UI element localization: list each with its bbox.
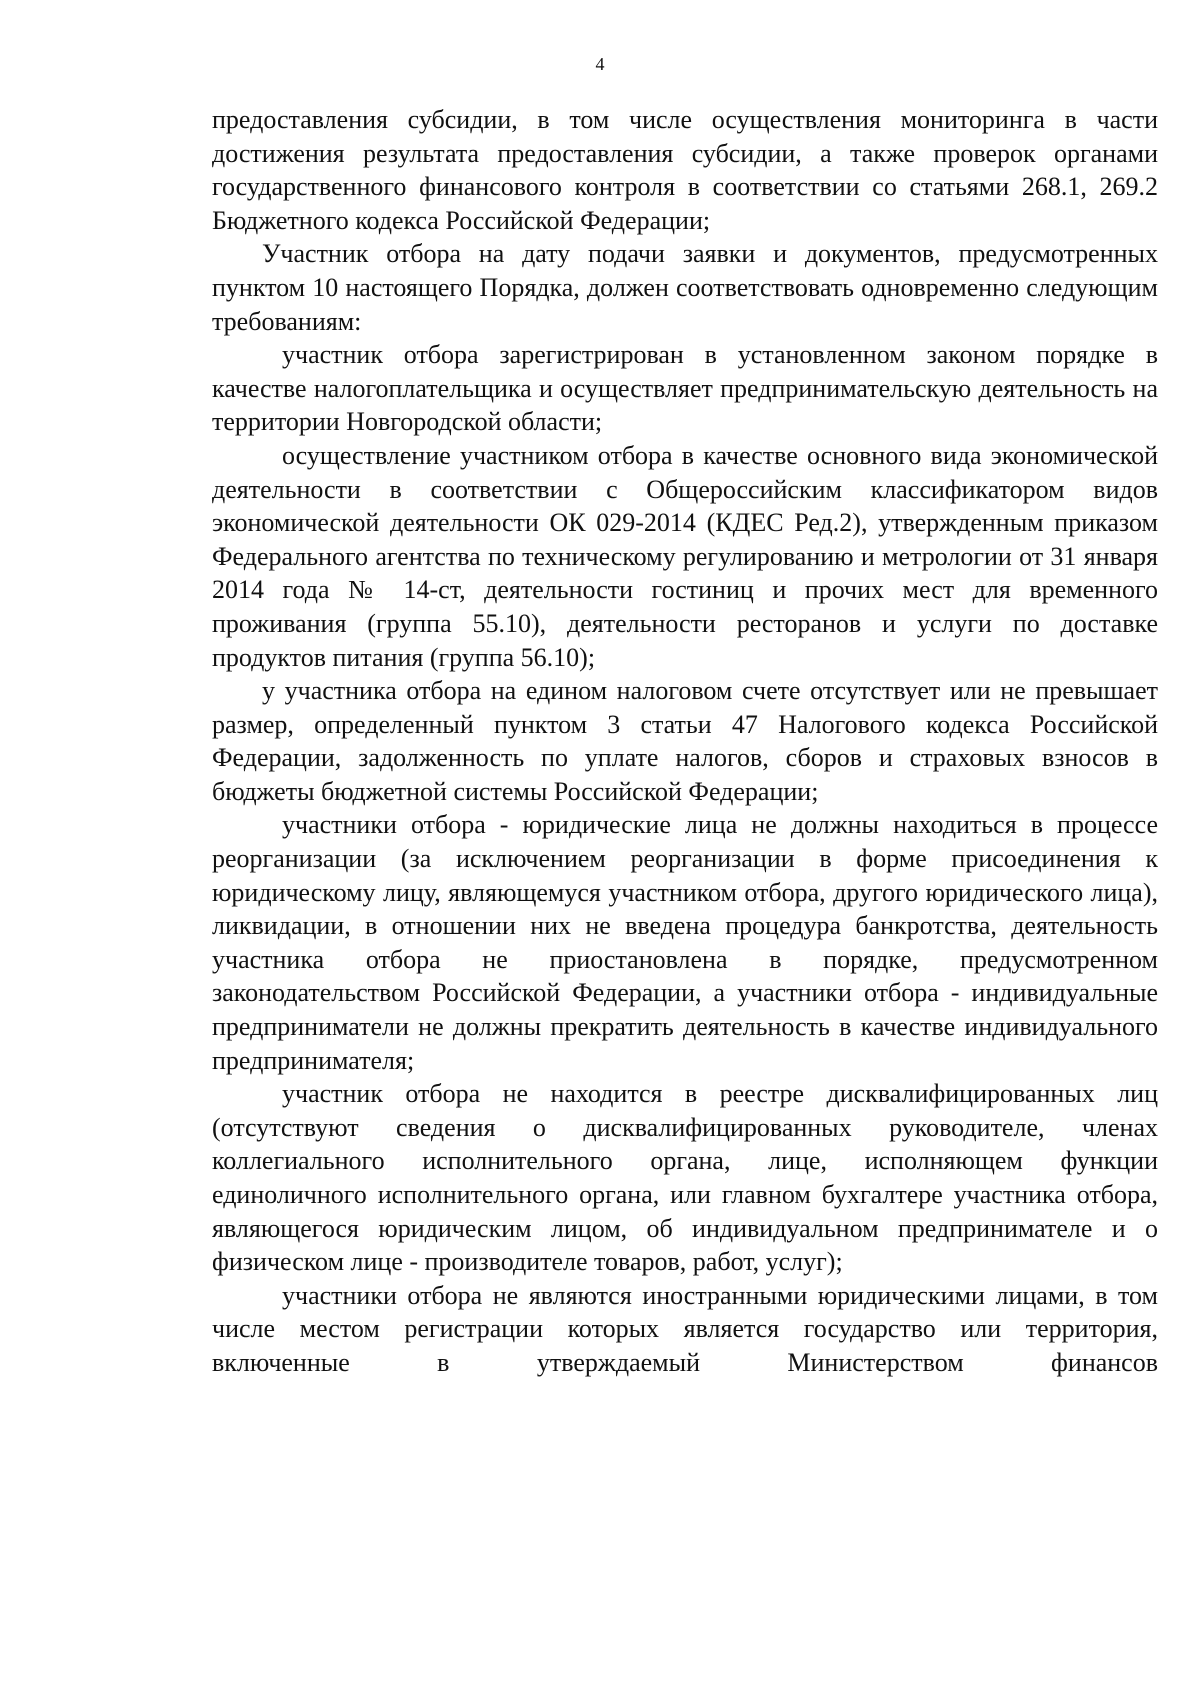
- document-body: [212, 103, 1158, 1380]
- page-number: 4: [595, 54, 605, 74]
- paragraph-requirement-reorganization: участники отбора - юридические лица не должны находиться в процессе реорганизации (за исключением реорганизации в форме присоединения к юридическому лицу, являющемуся участником отбора, другого юридического лица), ликвидации, в отношении них не введена процедура банкротства, деятельность участника отбора не приостановлена в порядке, предусмотренном законодательством Российской Федерации, а участники отбора - индивидуальные предприниматели не должны прекратить деятельность в качестве индивидуального предпринимателя;: [212, 810, 1158, 1075]
- paragraph-requirement-disqualified: участник отбора не находится в реестре дисквалифицированных лиц (отсутствуют сведения о дисквалифицированных руководителе, членах коллегиального исполнительного органа, лице, исполняющем функции единоличного исполнительного органа, или главном бухгалтере участника отбора, являющегося юридическим лицом, об индивидуальном предпринимателе и о физическом лице - производителе товаров, работ, услуг);: [212, 1079, 1158, 1277]
- paragraph-requirement-registration: участник отбора зарегистрирован в установленном законом порядке в качестве налогоплательщика и осуществляет предпринимательскую деятельность на территории Новгородской области;: [212, 340, 1158, 437]
- paragraph-requirement-foreign: участники отбора не являются иностранными юридическими лицами, в том числе местом регистрации которых является государство или территория, включенные в утверждаемый Министерством финансов: [212, 1280, 1158, 1377]
- paragraph-requirement-tax-debt: у участника отбора на едином налоговом счете отсутствует или не превышает размер, определенный пунктом 3 статьи 47 Налогового кодекса Российской Федерации, задолженность по уплате налогов, сборов и страховых взносов в бюджеты бюджетной системы Российской Федерации;: [212, 676, 1158, 806]
- paragraph-requirements-intro: Участник отбора на дату подачи заявки и документов, предусмотренных пунктом 10 настоящего Порядка, должен соответствовать одновременно следующим требованиям:: [212, 239, 1158, 336]
- paragraph-continuation: предоставления субсидии, в том числе осуществления мониторинга в части достижения результата предоставления субсидии, а также проверок органами государственного финансового контроля в соответствии со статьями 268.1, 269.2 Бюджетного кодекса Российской Федерации;: [212, 105, 1158, 235]
- paragraph-requirement-activity: осуществление участником отбора в качестве основного вида экономической деятельности в соответствии с Общероссийским классификатором видов экономической деятельности ОК 029-2014 (КДЕС Ред.2), утвержденным приказом Федерального агентства по техническому регулированию и метрологии от 31 января 2014 года № 14-ст, деятельности гостиниц и прочих мест для временного проживания (группа 55.10), деятельности ресторанов и услуги по доставке продуктов питания (группа 56.10);: [212, 440, 1158, 672]
